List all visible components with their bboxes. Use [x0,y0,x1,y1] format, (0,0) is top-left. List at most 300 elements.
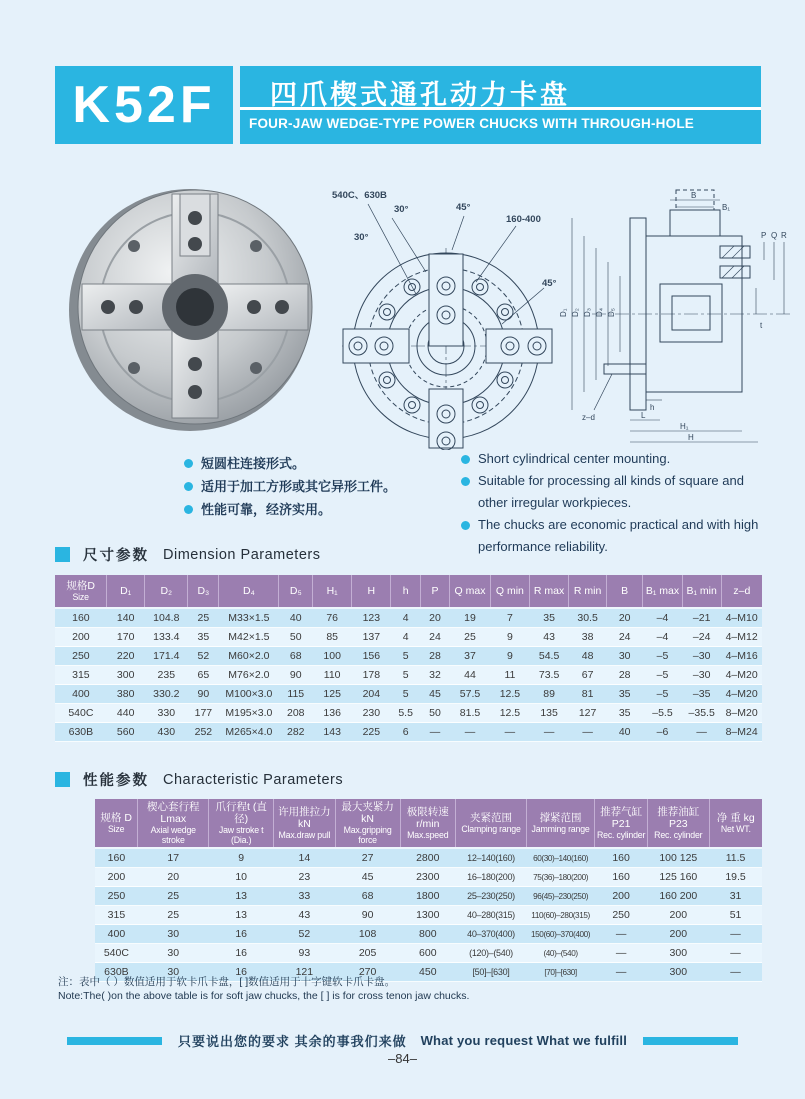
footer-bar-left [67,1037,162,1045]
table-cell: 315 [95,906,138,925]
table-cell: 127 [569,704,607,723]
column-header: 规格D Size [55,575,107,608]
table-cell: M33×1.5 [219,608,279,628]
column-header: B₁ min [682,575,721,608]
dim-b-label: B [691,191,697,200]
table-cell: 430 [145,723,188,742]
table-cell: 171.4 [145,647,188,666]
table-cell: 40–280(315) [456,906,527,925]
table-cell: 37 [450,647,491,666]
table-cell: 28 [606,666,642,685]
feature-list-en [461,448,771,558]
table-cell: 160 [95,848,138,868]
table-cell: 630B [55,723,107,742]
table-cell: 75(36)–180(200) [526,868,594,887]
table-cell: 16 [209,963,274,982]
table-cell: 52 [188,647,219,666]
table-cell: 300 [648,944,710,963]
table-cell: 170 [107,628,145,647]
table-cell: 160 [595,868,648,887]
table-cell: 30 [138,925,209,944]
table-cell: 20 [420,608,449,628]
table-cell: M265×4.0 [219,723,279,742]
page-title-band [240,66,761,144]
table-cell: 35 [530,608,569,628]
table-cell: 137 [352,628,391,647]
table-cell: 6 [391,723,420,742]
section-title-en: Dimension Parameters [163,546,321,563]
table-cell: 90 [335,906,400,925]
table-cell: 11.5 [709,848,762,868]
table-cell: 121 [274,963,336,982]
table-cell: 40 [606,723,642,742]
table-cell: 73.5 [530,666,569,685]
dim-zd-label: z–d [582,413,595,422]
table-cell: 43 [274,906,336,925]
table-cell: 38 [569,628,607,647]
table-cell: 51 [709,906,762,925]
table-cell: –30 [682,666,721,685]
table-cell: 54.5 [530,647,569,666]
table-cell: 440 [107,704,145,723]
table-cell: — [530,723,569,742]
table-cell: 560 [107,723,145,742]
table-cell: — [569,723,607,742]
column-header: Q max [450,575,491,608]
table-cell: — [490,723,529,742]
table-cell: 250 [55,647,107,666]
dim-q-label: Q [771,231,778,240]
column-header: B [606,575,642,608]
table-cell: 5 [391,647,420,666]
table-cell: 24 [420,628,449,647]
table-cell: –24 [682,628,721,647]
table-cell: 125 160 [648,868,710,887]
column-header: 规格 D Size [95,799,138,848]
front-range-label: 160-400 [506,214,541,225]
table-cell: 200 [648,925,710,944]
table-cell: 4 [391,628,420,647]
table-cell: 104.8 [145,608,188,628]
table-cell: 200 [595,887,648,906]
table-cell: 220 [107,647,145,666]
table-cell: 68 [279,647,313,666]
feature-item: 适用于加工方形或其它异形工件。 [184,475,459,498]
table-cell: 12.5 [490,685,529,704]
table-cell: [70]–[630] [526,963,594,982]
table-cell: — [709,963,762,982]
table-cell: 110 [313,666,352,685]
table-cell: 43 [530,628,569,647]
header-row [95,799,762,848]
table-cell: 40 [279,608,313,628]
table-row [55,704,762,723]
table-cell: 65 [188,666,219,685]
table-cell: 96(45)–230(250) [526,887,594,906]
table-row [55,685,762,704]
dim-b1-label: B₁ [722,203,731,212]
table-cell: 100 [313,647,352,666]
column-header: 撑紧范围 Jamming range [526,799,594,848]
table-cell: 110(60)–280(315) [526,906,594,925]
section-square-icon [55,772,70,787]
table-cell: 67 [569,666,607,685]
column-header: 最大夹紧力 kN Max.gripping force [335,799,400,848]
table-cell: 20 [138,868,209,887]
table-cell: –4 [643,608,682,628]
column-header: 净 重 kg Net WT. [709,799,762,848]
table-cell: 10 [209,868,274,887]
table-cell: — [709,925,762,944]
table-cell: 115 [279,685,313,704]
feature-item: 性能可靠，经济实用。 [184,498,459,521]
table-cell: 9 [490,647,529,666]
feature-list-zh [184,452,459,521]
page-title-en: FOUR-JAW WEDGE-TYPE POWER CHUCKS WITH THROUGH-HOLE [249,116,694,131]
table-cell: 160 200 [648,887,710,906]
table-cell: 2800 [400,848,456,868]
column-header: B₁ max [643,575,682,608]
table-cell: 200 [95,868,138,887]
dim-h1-label: H₁ [680,422,689,431]
column-header: D₂ [145,575,188,608]
column-header: D₃ [188,575,219,608]
table-cell: 24 [606,628,642,647]
table-cell: 250 [95,887,138,906]
column-header: 推荐气缸P21 Rec. cylinder [595,799,648,848]
table-cell: 31 [709,887,762,906]
table-row [95,848,762,868]
table-cell: — [595,963,648,982]
table-cell: 13 [209,906,274,925]
table-cell: 44 [450,666,491,685]
table-cell: 5.5 [391,704,420,723]
page-number: –84– [388,1051,417,1066]
table-cell: 19.5 [709,868,762,887]
table-cell: 252 [188,723,219,742]
table-cell: 60(30)–140(160) [526,848,594,868]
table-cell: 81.5 [450,704,491,723]
table-cell: 108 [335,925,400,944]
column-header: H [352,575,391,608]
table-cell: 30 [138,944,209,963]
table-cell: 50 [420,704,449,723]
table-cell: 25 [188,608,219,628]
chuck-product-photo [62,168,330,444]
table-row [95,944,762,963]
column-header: D₁ [107,575,145,608]
dimension-section-title [55,544,320,565]
table-cell: 250 [595,906,648,925]
table-cell: 25 [138,906,209,925]
table-cell: 9 [490,628,529,647]
table-cell: M76×2.0 [219,666,279,685]
table-cell: 330 [145,704,188,723]
section-square-icon [55,547,70,562]
table-footnote [58,976,469,1003]
footer-slogan-zh: 只要说出您的要求 其余的事我们来做 [177,1034,407,1049]
column-header: 夹紧范围 Clamping range [456,799,527,848]
table-cell: 7 [490,608,529,628]
table-row [95,906,762,925]
table-cell: –5.5 [643,704,682,723]
table-row [55,608,762,628]
characteristic-section-title [55,769,343,790]
column-header: H₁ [313,575,352,608]
table-cell: 35 [188,628,219,647]
table-cell: 12.5 [490,704,529,723]
table-cell: –5 [643,647,682,666]
column-header: D₄ [219,575,279,608]
table-cell: 13 [209,887,274,906]
section-title-zh: 性能参数 [83,773,149,789]
section-title-zh: 尺寸参数 [83,548,149,564]
table-cell: 16–180(200) [456,868,527,887]
table-cell: 25 [138,887,209,906]
dim-d4-label: D₄ [595,307,604,317]
table-cell: 156 [352,647,391,666]
front-angle-30-b: 30° [354,232,369,243]
table-cell: — [595,944,648,963]
table-cell: 25–230(250) [456,887,527,906]
table-cell: 136 [313,704,352,723]
table-cell: 125 [313,685,352,704]
dim-l-label: L [641,411,646,420]
table-cell: 90 [188,685,219,704]
table-cell: 12–140(160) [456,848,527,868]
table-cell: 1800 [400,887,456,906]
table-cell: 8–M20 [721,704,762,723]
table-cell: 540C [95,944,138,963]
table-cell: 4–M16 [721,647,762,666]
table-cell: –35.5 [682,704,721,723]
table-cell: 68 [335,887,400,906]
column-header: D₅ [279,575,313,608]
dimension-table [55,575,762,742]
table-row [95,868,762,887]
table-row [95,925,762,944]
table-cell: 300 [648,963,710,982]
table-cell: –5 [643,685,682,704]
dim-t-label: t [760,321,763,330]
table-cell: –6 [643,723,682,742]
feature-item: The chucks are economic practical and with high performance reliability. [461,514,771,558]
table-cell: 208 [279,704,313,723]
section-view-drawing [552,188,797,446]
table-cell: 45 [420,685,449,704]
table-cell: (40)–(540) [526,944,594,963]
footer-slogan-en: What you request What we fulfill [420,1033,628,1048]
table-cell: — [420,723,449,742]
table-cell: 1300 [400,906,456,925]
column-header: z–d [721,575,762,608]
column-header: 极限转速 r/min Max.speed [400,799,456,848]
column-header: 许用推拉力 kN Max.draw pull [274,799,336,848]
table-cell: 123 [352,608,391,628]
table-cell: 90 [279,666,313,685]
table-cell: M195×3.0 [219,704,279,723]
table-cell: 5 [391,666,420,685]
table-cell: 30 [606,647,642,666]
front-view-drawing [330,186,565,450]
table-cell: [50]–[630] [456,963,527,982]
table-cell: M60×2.0 [219,647,279,666]
table-cell: –5 [643,666,682,685]
table-cell: 50 [279,628,313,647]
section-title-en: Characteristic Parameters [163,771,344,788]
column-header: 楔心套行程Lmax Axial wedge stroke [138,799,209,848]
table-cell: 133.4 [145,628,188,647]
table-cell: 177 [188,704,219,723]
table-cell: 35 [606,685,642,704]
table-cell: 11 [490,666,529,685]
table-cell: 4–M10 [721,608,762,628]
table-cell: 93 [274,944,336,963]
table-cell: 330.2 [145,685,188,704]
feature-item: Short cylindrical center mounting. [461,448,771,470]
table-cell: –35 [682,685,721,704]
column-header: R max [530,575,569,608]
table-cell: 270 [335,963,400,982]
footnote-en: Note:The( )on the above table is for soft jaw chucks, the [ ] is for cross tenon jaw chucks. [58,989,470,1002]
table-cell: 40–370(400) [456,925,527,944]
table-cell: 540C [55,704,107,723]
characteristic-table-container [95,799,762,982]
table-cell: –4 [643,628,682,647]
table-cell: 16 [209,925,274,944]
table-cell: 30 [138,963,209,982]
table-row [55,628,762,647]
table-cell: 143 [313,723,352,742]
table-cell: 800 [400,925,456,944]
column-header: 爪行程t (直径) Jaw stroke t (Dia.) [209,799,274,848]
dimension-table-container [55,575,762,742]
column-header: h [391,575,420,608]
table-cell: 76 [313,608,352,628]
table-cell: 32 [420,666,449,685]
table-cell: 23 [274,868,336,887]
table-row [95,887,762,906]
table-cell: 14 [274,848,336,868]
table-cell: 400 [55,685,107,704]
table-cell: — [595,925,648,944]
table-cell: 450 [400,963,456,982]
dim-p-label: P [761,231,767,240]
table-cell: 8–M24 [721,723,762,742]
table-cell: 100 125 [648,848,710,868]
table-cell: 400 [95,925,138,944]
column-header: 推荐油缸P23 Rec. cylinder [648,799,710,848]
dim-r-label: R [781,231,787,240]
model-code-badge: K52F [55,66,233,144]
front-angle-45-a: 45° [456,202,471,213]
table-cell: 205 [335,944,400,963]
table-cell: 89 [530,685,569,704]
footnote-zh: 注：表中（ ）数值适用于软卡爪卡盘，[ ]数值适用于十字键软卡爪卡盘。 [58,976,396,988]
front-angle-45-b: 45° [542,278,557,289]
table-cell: 25 [450,628,491,647]
table-cell: 35 [606,704,642,723]
table-cell: — [450,723,491,742]
table-cell: 380 [107,685,145,704]
table-cell: 9 [209,848,274,868]
table-cell: 45 [335,868,400,887]
table-cell: 52 [274,925,336,944]
characteristic-table [95,799,762,982]
table-cell: 160 [595,848,648,868]
table-cell: 27 [335,848,400,868]
table-cell: — [709,944,762,963]
front-model-label: 540C、630B [332,190,387,201]
table-cell: 160 [55,608,107,628]
front-angle-30-a: 30° [394,204,409,215]
table-cell: 16 [209,944,274,963]
table-cell: 135 [530,704,569,723]
table-cell: 600 [400,944,456,963]
table-cell: 4–M12 [721,628,762,647]
table-row [55,723,762,742]
table-cell: 4–M20 [721,666,762,685]
table-cell: 48 [569,647,607,666]
footer-bar-right [643,1037,738,1045]
table-cell: 282 [279,723,313,742]
table-cell: 300 [107,666,145,685]
table-cell: 33 [274,887,336,906]
table-cell: 630B [95,963,138,982]
feature-item: 短圆柱连接形式。 [184,452,459,475]
table-cell: 178 [352,666,391,685]
column-header: P [420,575,449,608]
table-cell: 4–M20 [721,685,762,704]
table-cell: 81 [569,685,607,704]
table-cell: 235 [145,666,188,685]
header-row [55,575,762,608]
table-cell: 20 [606,608,642,628]
table-cell: 17 [138,848,209,868]
table-cell: 200 [55,628,107,647]
table-cell: M100×3.0 [219,685,279,704]
table-cell: 2300 [400,868,456,887]
table-cell: 85 [313,628,352,647]
table-cell: –30 [682,647,721,666]
table-cell: 230 [352,704,391,723]
table-cell: 200 [648,906,710,925]
feature-item: Suitable for processing all kinds of square and other irregular workpieces. [461,470,771,514]
table-cell: (120)–(540) [456,944,527,963]
page-title-zh: 四爪楔式通孔动力卡盘 [270,80,570,110]
dim-d1-label: D₁ [559,308,568,317]
column-header: R min [569,575,607,608]
table-cell: 225 [352,723,391,742]
dim-d5-label: D₅ [607,308,616,317]
table-cell: 5 [391,685,420,704]
dim-d2-label: D₂ [571,308,580,317]
table-cell: 30.5 [569,608,607,628]
table-cell: 140 [107,608,145,628]
dim-d3-label: D₃ [583,307,592,317]
dim-h-label: h [650,403,655,412]
column-header: Q min [490,575,529,608]
table-cell: 28 [420,647,449,666]
table-cell: 150(60)–370(400) [526,925,594,944]
table-row [55,647,762,666]
table-cell: 315 [55,666,107,685]
table-cell: –21 [682,608,721,628]
table-cell: — [682,723,721,742]
table-cell: M42×1.5 [219,628,279,647]
table-cell: 4 [391,608,420,628]
table-cell: 57.5 [450,685,491,704]
